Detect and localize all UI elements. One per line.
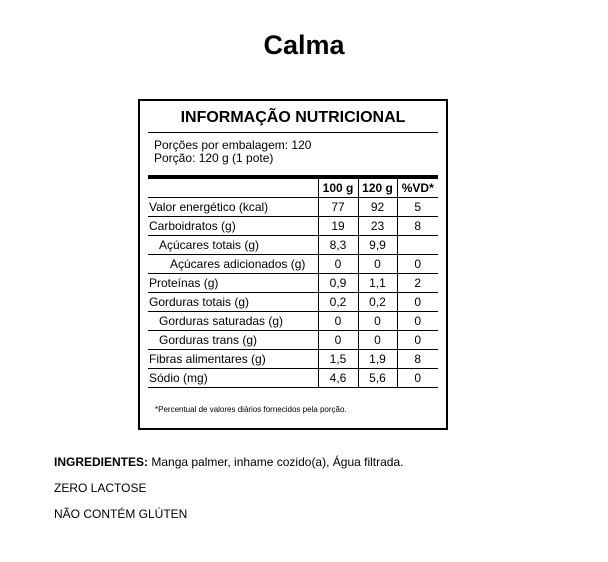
row-label: Gorduras saturadas (g) <box>148 312 318 331</box>
cell-vd: 8 <box>397 217 438 236</box>
row-label: Carboidratos (g) <box>148 217 318 236</box>
claim-zero-lactose: ZERO LACTOSE <box>54 481 147 495</box>
cell-120g: 0 <box>358 255 397 274</box>
panel-heading: INFORMAÇÃO NUTRICIONAL <box>180 109 406 126</box>
column-header-100g: 100 g <box>318 179 358 198</box>
cell-100g: 0 <box>318 312 358 331</box>
table-header-row <box>148 179 438 198</box>
row-label: Gorduras trans (g) <box>148 331 318 350</box>
cell-vd: 8 <box>397 350 438 369</box>
cell-120g: 9,9 <box>358 236 397 255</box>
servings-per-package: Porções por embalagem: 120 <box>154 138 312 152</box>
table-row <box>148 312 438 331</box>
nutrition-facts-panel <box>138 99 448 430</box>
cell-100g: 4,6 <box>318 369 358 388</box>
cell-100g: 0,9 <box>318 274 358 293</box>
nutrition-table <box>148 179 438 388</box>
table-row <box>148 331 438 350</box>
cell-100g: 0 <box>318 255 358 274</box>
header-blank-cell <box>148 179 318 198</box>
table-row <box>148 350 438 369</box>
row-label: Açúcares adicionados (g) <box>148 255 318 274</box>
cell-120g: 23 <box>358 217 397 236</box>
row-label: Proteínas (g) <box>148 274 318 293</box>
cell-120g: 0,2 <box>358 293 397 312</box>
cell-100g: 77 <box>318 198 358 217</box>
cell-120g: 0 <box>358 312 397 331</box>
column-header-vd: %VD* <box>397 179 438 198</box>
cell-vd: 2 <box>397 274 438 293</box>
cell-120g: 5,6 <box>358 369 397 388</box>
cell-vd: 0 <box>397 255 438 274</box>
serving-size: Porção: 120 g (1 pote) <box>154 151 274 165</box>
cell-120g: 0 <box>358 331 397 350</box>
table-row <box>148 255 438 274</box>
table-row <box>148 293 438 312</box>
cell-vd: 0 <box>397 312 438 331</box>
row-label: Fibras alimentares (g) <box>148 350 318 369</box>
cell-120g: 1,9 <box>358 350 397 369</box>
ingredients-label: INGREDIENTES: <box>54 455 149 469</box>
cell-120g: 92 <box>358 198 397 217</box>
claim-gluten-free: NÃO CONTÉM GLÚTEN <box>54 507 188 521</box>
cell-100g: 8,3 <box>318 236 358 255</box>
cell-vd: 0 <box>397 293 438 312</box>
table-row <box>148 369 438 388</box>
cell-100g: 0 <box>318 331 358 350</box>
footnote: *Percentual de valores diários fornecidos pela porção. <box>155 405 347 414</box>
cell-100g: 0,2 <box>318 293 358 312</box>
ingredients-text: Manga palmer, inhame cozido(a), Água filtrada. <box>148 455 404 469</box>
cell-100g: 1,5 <box>318 350 358 369</box>
cell-100g: 19 <box>318 217 358 236</box>
row-label: Açúcares totais (g) <box>148 236 318 255</box>
cell-120g: 1,1 <box>358 274 397 293</box>
cell-vd <box>397 236 438 255</box>
row-label: Sódio (mg) <box>148 369 318 388</box>
cell-vd: 0 <box>397 331 438 350</box>
table-row <box>148 236 438 255</box>
column-header-120g: 120 g <box>358 179 397 198</box>
heading-divider <box>148 132 438 133</box>
row-label: Gorduras totais (g) <box>148 293 318 312</box>
cell-vd: 5 <box>397 198 438 217</box>
table-row <box>148 217 438 236</box>
table-row <box>148 274 438 293</box>
table-row <box>148 198 438 217</box>
cell-vd: 0 <box>397 369 438 388</box>
row-label: Valor energético (kcal) <box>148 198 318 217</box>
ingredients-line <box>54 455 403 469</box>
product-title: Calma <box>263 30 345 60</box>
